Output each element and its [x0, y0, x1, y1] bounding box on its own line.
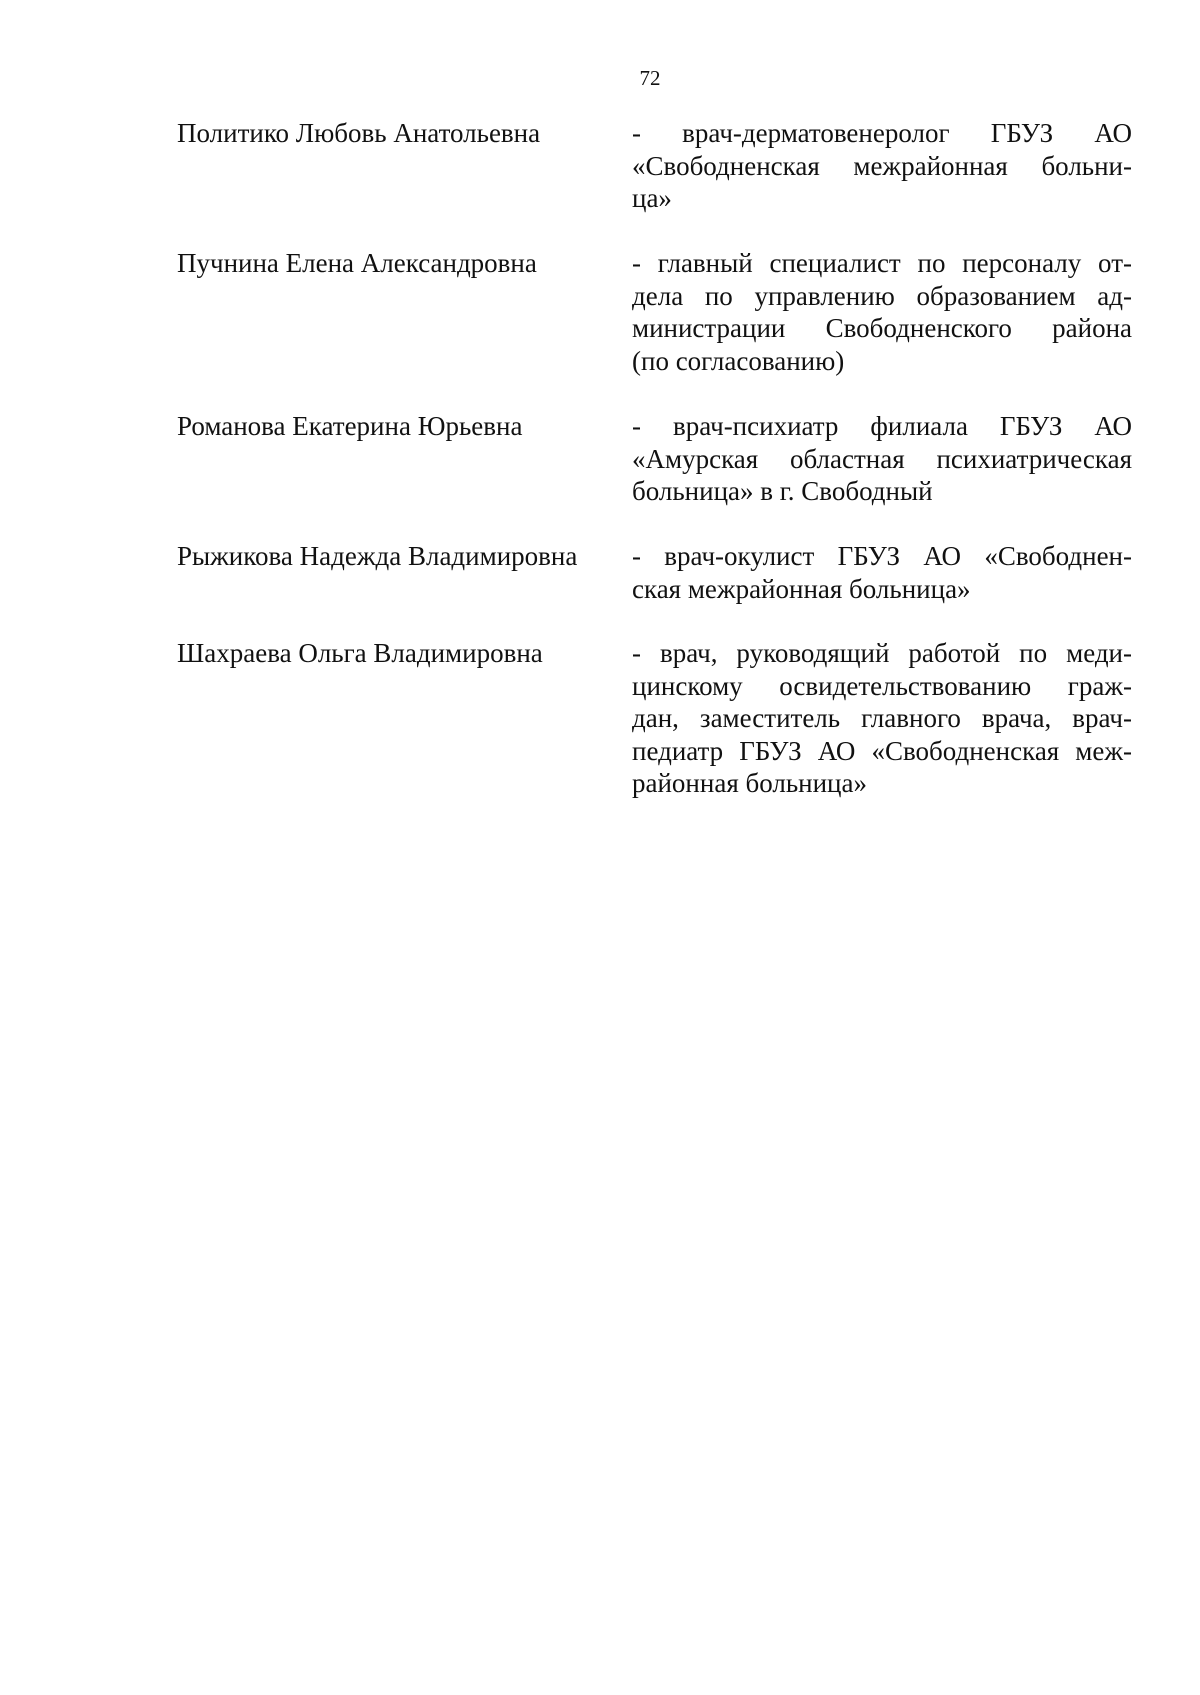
- role-line: министрации Свободненского района: [632, 313, 1132, 343]
- role-line: - врач-психиатр филиала ГБУЗ АО: [632, 411, 1132, 441]
- person-name: Шахраева Ольга Владимировна: [177, 638, 543, 668]
- person-name: Политико Любовь Анатольевна: [177, 118, 541, 148]
- person-role: [632, 540, 1132, 605]
- person-name: Романова Екатерина Юрьевна: [177, 411, 523, 441]
- role-line: педиатр ГБУЗ АО «Свободненская меж-: [632, 735, 1132, 766]
- person-role: [632, 247, 1132, 377]
- person-role: [632, 410, 1132, 508]
- role-line: - врач-дерматовенеролог ГБУЗ АО: [632, 118, 1132, 148]
- page-number: 72: [639, 66, 661, 90]
- role-line: дела по управлению образованием ад-: [632, 280, 1132, 311]
- person-name: Пучнина Елена Александровна: [177, 248, 537, 278]
- role-line: (по согласованию): [632, 345, 845, 376]
- role-line: - врач, руководящий работой по меди-: [632, 638, 1132, 668]
- role-line: больница» в г. Свободный: [632, 476, 933, 506]
- role-line: цинскому освидетельствованию граж-: [632, 670, 1132, 701]
- role-line: - врач-окулист ГБУЗ АО «Свободнен-: [632, 541, 1132, 571]
- role-line: районная больница»: [632, 768, 867, 798]
- person-role: [632, 117, 1132, 215]
- role-line: «Свободненская межрайонная больни-: [632, 150, 1132, 181]
- role-line: дан, заместитель главного врача, врач-: [632, 703, 1132, 733]
- person-name: Рыжикова Надежда Владимировна: [177, 541, 578, 571]
- person-role: [632, 637, 1132, 800]
- role-line: - главный специалист по персоналу от-: [632, 248, 1132, 278]
- role-line: ца»: [632, 183, 672, 213]
- role-line: ская межрайонная больница»: [632, 573, 971, 604]
- role-line: «Амурская областная психиатрическая: [632, 443, 1132, 474]
